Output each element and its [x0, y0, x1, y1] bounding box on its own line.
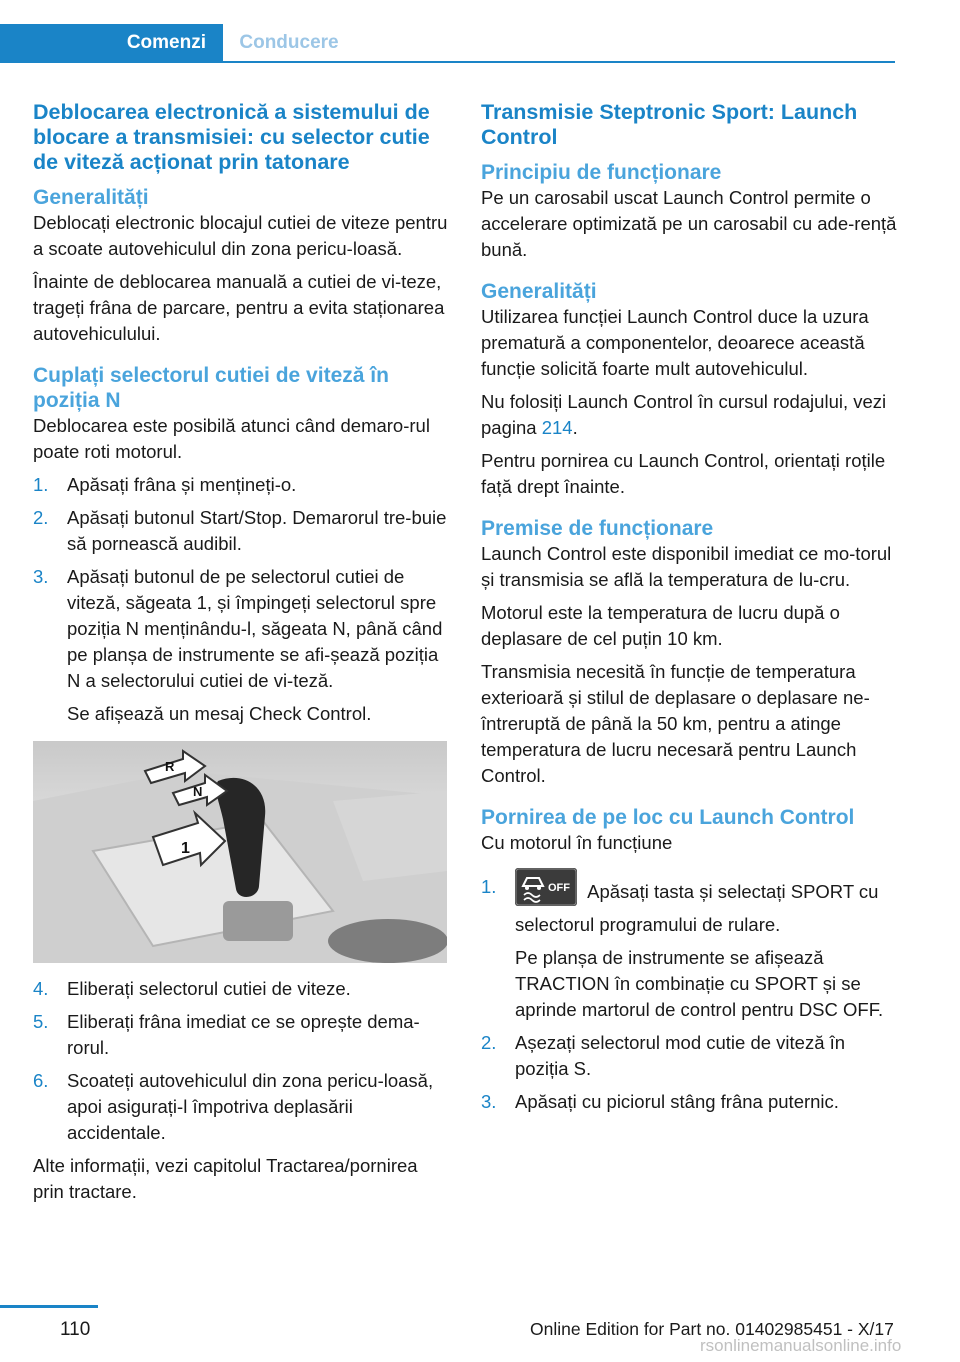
gear-selector-illustration	[33, 741, 447, 963]
list-number: 2.	[33, 507, 49, 528]
list-item	[33, 1068, 451, 1146]
tab-comenzi[interactable]	[0, 24, 223, 61]
list-text: Apăsați tasta și selectați SPORT cu selectorul programului de rulare.	[515, 880, 879, 935]
footer-rule	[0, 1305, 98, 1308]
paragraph: Pe un carosabil uscat Launch Control permite o accelerare optimizată pe un carosabil cu ade‐rență bună.	[481, 187, 897, 260]
list-number: 2.	[481, 1032, 497, 1053]
list-number: 4.	[33, 978, 49, 999]
right-heading-premise: Premise de funcționare	[481, 517, 714, 540]
paragraph: Utilizarea funcției Launch Control duce la uzura prematură a componentelor, deoarece această funcție solicită foarte mult autovehiculul.	[481, 306, 869, 379]
list-number: 3.	[33, 566, 49, 587]
list-item-note	[481, 945, 899, 1023]
tab-bar	[0, 24, 895, 63]
list-number: 3.	[481, 1091, 497, 1112]
page-link-214[interactable]: 214	[541, 417, 573, 438]
paragraph: Motorul este la temperatura de lucru după o deplasare de cel puțin 10 km.	[481, 602, 840, 649]
list-number: 6.	[33, 1070, 49, 1091]
right-section-title: Transmisie Steptronic Sport: Launch Control	[481, 100, 858, 149]
list-item-note	[33, 701, 451, 727]
left-column	[33, 100, 451, 1205]
paragraph: Deblocarea este posibilă atunci când demaro‐rul poate roti motorul.	[33, 415, 430, 462]
text: .	[572, 417, 578, 438]
list-text: Apăsați butonul Start/Stop. Demarorul tre‐buie să pornească audibil.	[67, 507, 447, 554]
paragraph: Transmisia necesită în funcție de temperatura exterioară și stilul de deplasare o deplasare ne‐întreruptă de până la 50 km, pentru a atinge temperatura de lucru necesară pentru Launch Control.	[481, 661, 870, 786]
list-number: 1.	[481, 876, 497, 897]
paragraph: Cu motorul în funcțiune	[481, 832, 673, 853]
left-heading-generalitati: Generalități	[33, 186, 149, 209]
paragraph: Alte informații, vezi capitolul Tractarea/pornirea prin tractare.	[33, 1155, 418, 1202]
paragraph: Pentru pornirea cu Launch Control, orientați roțile față drept înainte.	[481, 450, 886, 497]
paragraph: Launch Control este disponibil imediat ce mo‐torul și transmisia se află la temperatura de lu‐cru.	[481, 543, 892, 590]
list-text: Eliberați frâna imediat ce se oprește dema‐rorul.	[67, 1011, 420, 1058]
right-heading-principiu: Principiu de funcționare	[481, 161, 722, 184]
list-item	[481, 1089, 899, 1115]
right-column	[481, 100, 899, 1115]
edition-info: Online Edition for Part no. 01402985451 - X/17	[530, 1319, 894, 1339]
list-number: 5.	[33, 1011, 49, 1032]
paragraph: Deblocați electronic blocajul cutiei de viteze pentru a scoate autovehiculul din zona pericu‐loasă.	[33, 212, 448, 259]
list-number: 1.	[33, 474, 49, 495]
list-text: Scoateți autovehiculul din zona pericu‐loasă, apoi asigurați-l împotriva deplasării accidentale.	[67, 1070, 434, 1143]
list-item	[33, 1009, 451, 1061]
tab-conducere[interactable]: Conducere	[239, 32, 339, 53]
list-text: Apăsați frâna și mențineți-o.	[67, 474, 297, 495]
label-1: 1	[181, 840, 190, 857]
page-number: 110	[60, 1319, 91, 1340]
list-text: Apăsați butonul de pe selectorul cutiei de viteză, săgeata 1, și împingeți selectorul spre poziția N menținându-l, săgeata N, până când pe planșa de instrumente se afi‐șează poziția N a selectorului cutiei de vi‐teză.	[67, 566, 443, 691]
list-item	[33, 472, 451, 498]
left-heading-cuplati: Cuplați selectorul cutiei de viteză în poziția N	[33, 364, 389, 412]
gear-selector-figure	[33, 741, 447, 963]
tab-comenzi-label: Comenzi	[126, 32, 206, 53]
paragraph	[481, 389, 899, 441]
list-text: Apăsați cu piciorul stâng frâna puternic.	[515, 1091, 839, 1112]
list-item	[33, 564, 451, 694]
list-item	[481, 874, 899, 938]
list-item	[33, 976, 451, 1002]
label-r: R	[165, 759, 175, 774]
steps-list-a	[33, 472, 451, 727]
button-cluster	[223, 901, 293, 941]
steps-list-right	[481, 874, 899, 1115]
list-note: Pe planșa de instrumente se afișează TRACTION în combinație cu SPORT și se aprinde martorul de control pentru DSC OFF.	[515, 947, 884, 1020]
text: Nu folosiți Launch Control în cursul rodajului, vezi pagina	[481, 391, 887, 438]
dsc-off-key-icon	[515, 868, 577, 906]
key-off-label: OFF	[548, 882, 570, 894]
list-note: Se afișează un mesaj Check Control.	[67, 703, 372, 724]
right-heading-pornirea: Pornirea de pe loc cu Launch Control	[481, 806, 855, 829]
watermark: rsonlinemanualsonline.info	[700, 1336, 902, 1355]
dsc-car-skid-icon	[515, 868, 577, 906]
list-item	[481, 1030, 899, 1082]
paragraph: Înainte de deblocarea manuală a cutiei de vi‐teze, trageți frâna de parcare, pentru a evita staționarea autovehiculului.	[33, 271, 445, 344]
controller-knob	[328, 919, 447, 963]
list-text: Eliberați selectorul cutiei de viteze.	[67, 978, 351, 999]
list-item	[33, 505, 451, 557]
list-text: Așezați selectorul mod cutie de viteză în poziția S.	[515, 1032, 846, 1079]
steps-list-b	[33, 976, 451, 1146]
left-section-title: Deblocarea electronică a sistemului de blocare a transmisiei: cu selector cutie de viteză acționat prin tatonare	[33, 100, 430, 174]
right-heading-generalitati: Generalități	[481, 280, 597, 303]
label-n: N	[193, 784, 203, 799]
